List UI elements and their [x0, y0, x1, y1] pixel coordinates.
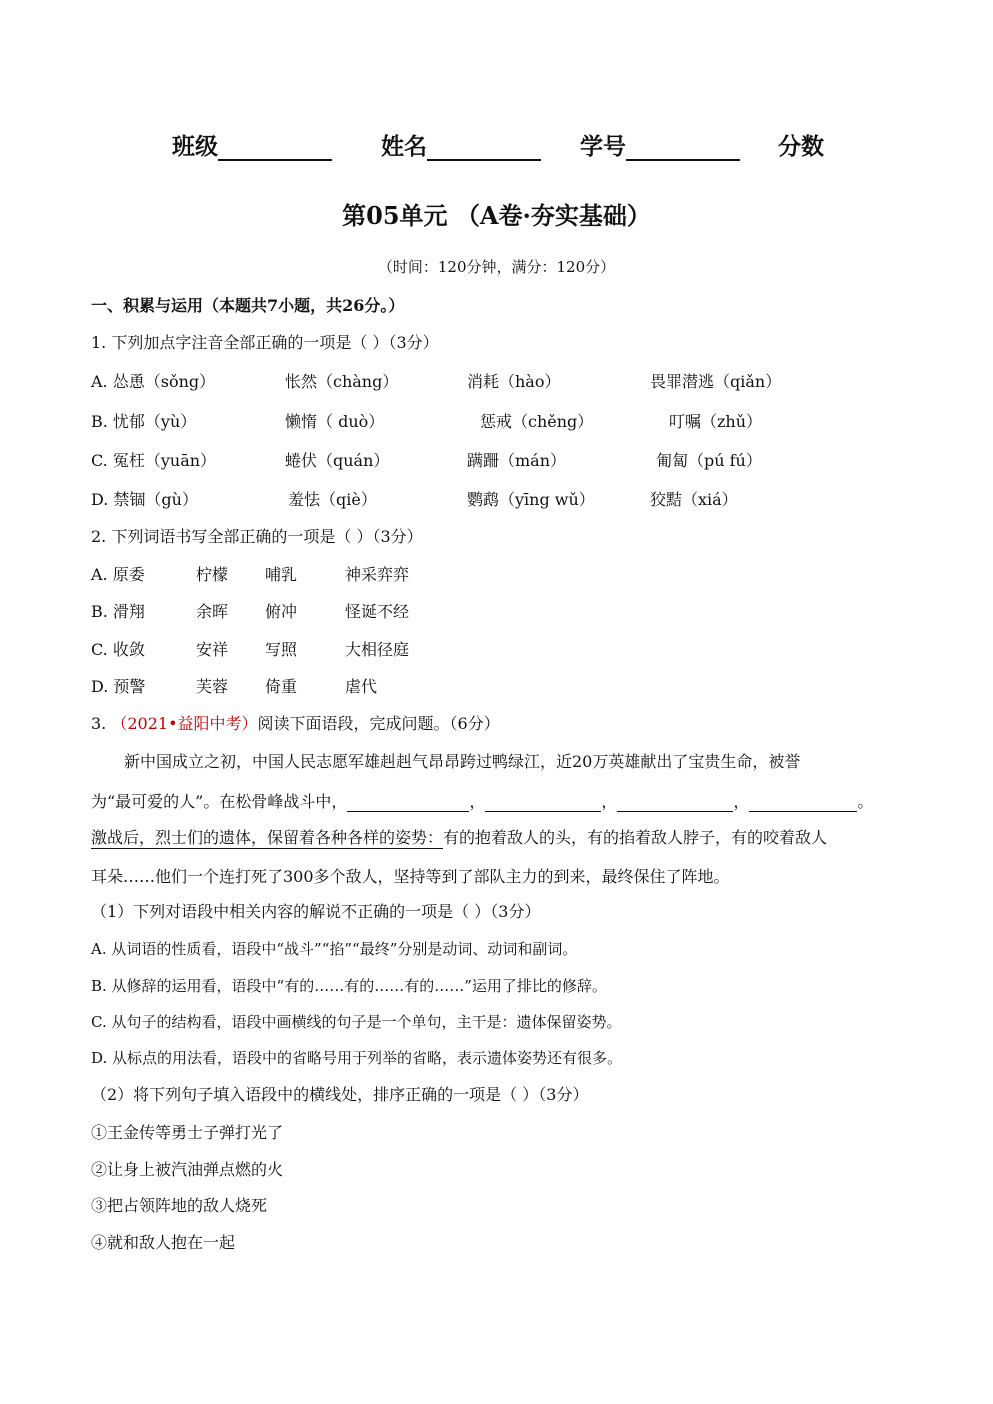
q2-option-b: B. 滑翔 [91, 602, 145, 621]
q2-option-b-word: 怪诞不经 [345, 602, 410, 621]
q2-option-d: D. 预警 [91, 677, 146, 696]
q2-option-a-word: 哺乳 [265, 565, 298, 584]
q2-option-c-word: 大相径庭 [345, 640, 410, 659]
q3-heading [91, 711, 500, 734]
q2-option-c-word: 安祥 [196, 640, 229, 659]
score-label: 分数 [778, 133, 824, 160]
q2-stem: 2. 下列词语书写全部正确的一项是（ ）（3分） [91, 527, 423, 546]
score-field [778, 128, 824, 161]
q1-option-d: D. 禁锢（gù） [91, 490, 198, 509]
passage-line-1: 新中国成立之初，中国人民志愿军雄赳赳气昂昂跨过鸭绿江，近20万英雄献出了宝贵生命，被誉 [124, 752, 801, 771]
comma: ， [733, 792, 750, 811]
q2-option-a-word: 柠檬 [196, 565, 229, 584]
q3-source: （2021•益阳中考） [111, 714, 258, 733]
q1-option-d-item: 狡黠（xiá） [650, 490, 738, 509]
class-blank[interactable] [218, 135, 332, 161]
student-id-blank[interactable] [626, 135, 740, 161]
q2-option-b-word: 余晖 [196, 602, 229, 621]
q2-option-c: C. 收敛 [91, 640, 145, 659]
comma: ， [469, 792, 486, 811]
q1-stem: 1. 下列加点字注音全部正确的一项是（ ）（3分） [91, 333, 439, 352]
passage-line-3 [91, 825, 827, 848]
q1-option-d-item: 鹦鹉（yīng wǔ） [467, 490, 595, 509]
student-id-label: 学号 [580, 133, 626, 160]
name-field [381, 128, 541, 161]
q1-option-a-item: 怅然（chàng） [285, 372, 399, 391]
q3-sub2-item: ③把占领阵地的敌人烧死 [91, 1196, 268, 1215]
q1-option-d-item: 羞怯（qiè） [288, 490, 377, 509]
passage-text: 有的抱着敌人的头，有的掐着敌人脖子，有的咬着敌人 [443, 828, 828, 847]
exam-info: （时间：120分钟，满分：120分） [377, 258, 616, 276]
q1-option-a-item: 畏罪潜逃（qiǎn） [650, 372, 782, 391]
q2-option-d-word: 虐代 [345, 677, 378, 696]
q3-sub1-option-b: B. 从修辞的运用看，语段中“有的……有的……有的……”运用了排比的修辞。 [91, 977, 607, 995]
period: 。 [857, 792, 874, 811]
q1-option-a-item: 消耗（hào） [467, 372, 561, 391]
q3-sub1-stem: （1）下列对语段中相关内容的解说不正确的一项是（ ）（3分） [91, 902, 541, 921]
class-field [172, 128, 332, 161]
q2-option-a: A. 原委 [91, 565, 145, 584]
q3-number: 3. [91, 714, 107, 733]
q3-sub2-stem: （2）将下列句子填入语段中的横线处，排序正确的一项是（ ）（3分） [91, 1085, 589, 1104]
q2-option-d-word: 倚重 [265, 677, 298, 696]
q3-instruction: 阅读下面语段，完成问题。（6分） [257, 714, 500, 733]
answer-blank-4[interactable] [749, 793, 857, 812]
q3-sub2-item: ①王金传等勇士子弹打光了 [91, 1123, 284, 1142]
q1-option-c-item: 匍匐（pú fú） [656, 451, 762, 470]
q3-sub1-option-c: C. 从句子的结构看，语段中画横线的句子是一个单句，主干是：遗体保留姿势。 [91, 1013, 622, 1031]
q1-option-c-item: 蹒跚（mán） [467, 451, 567, 470]
class-label: 班级 [172, 133, 218, 160]
q3-sub1-option-a: A. 从词语的性质看，语段中“战斗”“掐”“最终”分别是动词、动词和副词。 [91, 940, 578, 958]
q3-sub2-item: ②让身上被汽油弹点燃的火 [91, 1160, 284, 1179]
q1-option-c-item: 蜷伏（quán） [285, 451, 390, 470]
student-id-field [580, 128, 740, 161]
section-heading: 一、积累与运用（本题共7小题，共26分。） [91, 296, 405, 315]
answer-blank-3[interactable] [617, 793, 733, 812]
passage-text: 为“最可爱的人”。在松骨峰战斗中， [91, 792, 348, 811]
q3-sub2-item: ④就和敌人抱在一起 [91, 1233, 236, 1252]
comma: ， [601, 792, 618, 811]
name-label: 姓名 [381, 133, 427, 160]
underlined-sentence: 激战后，烈士们的遗体，保留着各种各样的姿势： [91, 828, 444, 847]
q1-option-b-item: 懒惰（ duò） [285, 412, 385, 431]
page-title: 第05单元 （A卷·夯实基础） [342, 201, 651, 230]
q2-option-b-word: 俯冲 [265, 602, 298, 621]
q2-option-c-word: 写照 [265, 640, 298, 659]
q1-option-a: A. 怂恿（sǒng） [91, 372, 216, 391]
q1-option-b-item: 叮嘱（zhǔ） [669, 412, 763, 431]
q1-option-b: B. 忧郁（yù） [91, 412, 197, 431]
answer-blank-1[interactable] [347, 793, 469, 812]
q2-option-a-word: 神采弈弈 [345, 565, 410, 584]
q1-option-c: C. 冤枉（yuān） [91, 451, 217, 470]
q3-sub1-option-d: D. 从标点的用法看，语段中的省略号用于列举的省略，表示遗体姿势还有很多。 [91, 1049, 623, 1067]
passage-line-2 [91, 789, 873, 812]
q2-option-d-word: 芙蓉 [196, 677, 229, 696]
name-blank[interactable] [427, 135, 541, 161]
passage-line-4: 耳朵……他们一个连打死了300多个敌人，坚持等到了部队主力的到来，最终保住了阵地。 [91, 867, 730, 886]
answer-blank-2[interactable] [485, 793, 601, 812]
q1-option-b-item: 惩戒（chěng） [480, 412, 594, 431]
